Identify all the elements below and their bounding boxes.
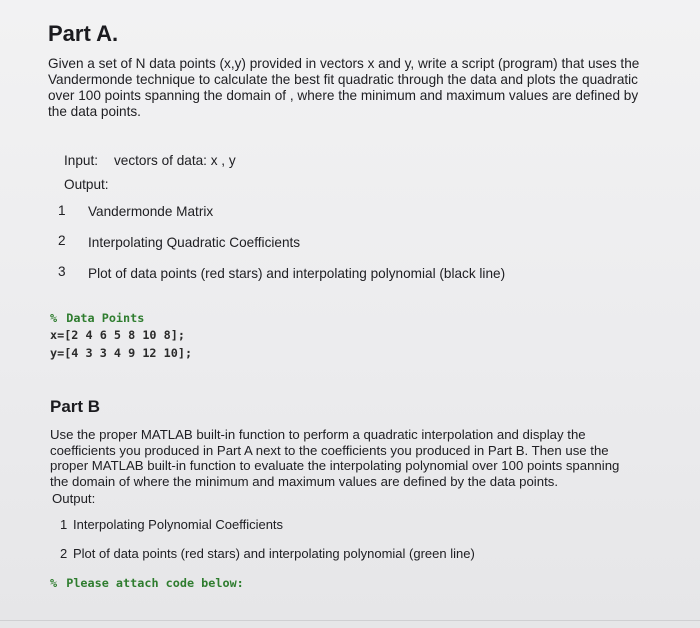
part-b-description-line: Use the proper MATLAB built-in function to perform a quadratic interpolation and display the [50, 427, 586, 442]
output-item-number: 2 [58, 233, 66, 248]
part-b-description [50, 427, 670, 489]
output-item-text: Interpolating Quadratic Coefficients [88, 235, 301, 250]
code-comment-line [50, 311, 144, 325]
code-line-x: x=[2 4 6 5 8 10 8]; [50, 328, 185, 342]
output-item-text: Plot of data points (red stars) and interpolating polynomial (black line) [88, 266, 506, 281]
output-item-number: 3 [58, 264, 66, 279]
part-a-description-line: the data points. [48, 104, 141, 119]
comment-marker: % [50, 311, 58, 325]
part-b-description-line: proper MATLAB built-in function to evaluate the interpolating polynomial over 100 points spanning [50, 458, 620, 473]
code-comment: Please attach code below: [66, 576, 244, 590]
code-line-y: y=[4 3 3 4 9 12 10]; [50, 346, 193, 360]
part-a-description-line: Vandermonde technique to calculate the best fit quadratic through the data and plots the quadratic [48, 72, 638, 87]
output-item-text: Plot of data points (red stars) and interpolating polynomial (green line) [73, 546, 475, 561]
output-label: Output: [64, 177, 109, 192]
input-value: vectors of data: x , y [114, 153, 236, 168]
part-a-description-line: Given a set of N data points (x,y) provided in vectors x and y, write a script (program) that uses the [48, 56, 640, 71]
part-a-heading: Part A. [48, 21, 119, 46]
code-comment: Data Points [66, 311, 145, 325]
comment-marker: % [50, 576, 58, 590]
part-b-output-label: Output: [52, 491, 96, 506]
part-b-description-line: the domain of where the minimum and maximum values are defined by the data points. [50, 473, 558, 489]
part-b-description-line: coefficients you produced in Part A next to the coefficients you produced in Part B. Then use the [50, 442, 609, 458]
output-item-text: Vandermonde Matrix [88, 204, 214, 219]
output-item-number: 1 [60, 517, 68, 532]
part-b-heading: Part B [50, 397, 101, 416]
part-a-description [48, 56, 668, 120]
bottom-divider [0, 620, 700, 621]
input-label: Input: [64, 153, 99, 168]
code-comment-line [50, 576, 244, 590]
output-item-number: 2 [60, 546, 68, 561]
output-item-number: 1 [58, 203, 66, 218]
part-a-description-line: over 100 points spanning the domain of , where the minimum and maximum values are defined by [48, 88, 639, 103]
output-item-text: Interpolating Polynomial Coefficients [73, 517, 284, 532]
